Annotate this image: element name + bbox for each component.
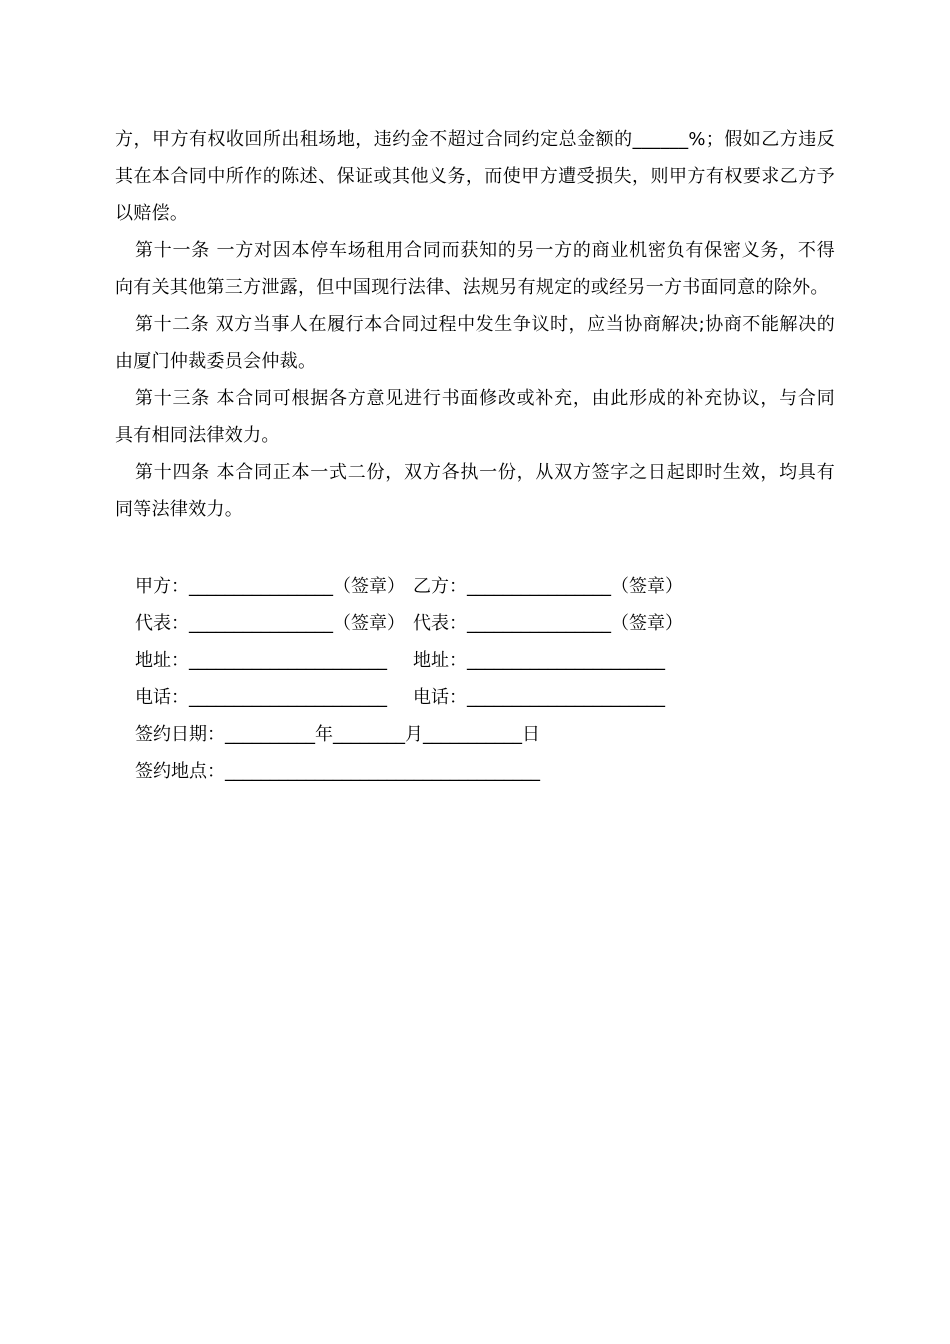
year-blank: __________ [225,724,315,745]
tel-a-field [135,679,413,716]
rep-a-seal-note: （签章） [333,613,405,634]
day-blank: ___________ [423,724,522,745]
rep-a-label: 代表： [135,613,189,634]
clause-13: 第十三条 本合同可根据各方意见进行书面修改或补充，由此形成的补充协议，与合同具有相同法律效力。 [115,388,835,446]
representative-row [135,605,683,642]
tel-b-field [413,679,665,716]
party-a-seal-note: （签章） [333,576,405,597]
party-b-blank: ________________ [467,576,611,597]
signing-date-label: 签约日期： [135,724,225,745]
party-b-seal-note: （签章） [611,576,683,597]
tel-b-label: 电话： [413,687,467,708]
day-unit: 日 [522,724,540,745]
tel-a-blank: ______________________ [189,687,387,708]
party-a-field [135,568,413,605]
rep-b-field [413,605,683,642]
addr-a-field [135,642,413,679]
signing-place-label: 签约地点： [135,761,225,782]
year-unit: 年 [315,724,333,745]
addr-b-blank: ______________________ [467,650,665,671]
addr-a-label: 地址： [135,650,189,671]
rep-b-seal-note: （签章） [611,613,683,634]
party-b-label: 乙方： [413,576,467,597]
clause-14: 第十四条 本合同正本一式二份，双方各执一份，从双方签字之日起即时生效，均具有同等法律效力。 [115,462,835,520]
signature-block [135,568,683,790]
party-b-field [413,568,683,605]
addr-a-blank: ______________________ [189,650,387,671]
tel-b-blank: ______________________ [467,687,665,708]
address-row [135,642,683,679]
month-unit: 月 [405,724,423,745]
clause-12: 第十二条 双方当事人在履行本合同过程中发生争议时，应当协商解决;协商不能解决的由厦门仲裁委员会仲裁。 [115,314,835,372]
rep-a-field [135,605,413,642]
party-a-blank: ________________ [189,576,333,597]
addr-b-field [413,642,665,679]
signing-date-row [135,716,683,753]
month-blank: ________ [333,724,405,745]
phone-row [135,679,683,716]
party-a-label: 甲方： [135,576,189,597]
signing-place-blank: ___________________________________ [225,761,540,782]
addr-b-label: 地址： [413,650,467,671]
party-row [135,568,683,605]
clause-11: 第十一条 一方对因本停车场租用合同而获知的另一方的商业机密负有保密义务，不得向有关其他第三方泄露，但中国现行法律、法规另有规定的或经另一方书面同意的除外。 [115,240,835,298]
rep-b-blank: ________________ [467,613,611,634]
rep-b-label: 代表： [413,613,467,634]
contract-body [115,121,835,528]
tel-a-label: 电话： [135,687,189,708]
signing-place-row [135,753,683,790]
rep-a-blank: ________________ [189,613,333,634]
clause-10-continuation: 方，甲方有权收回所出租场地，违约金不超过合同约定总金额的______%；假如乙方违反其在本合同中所作的陈述、保证或其他义务，而使甲方遭受损失，则甲方有权要求乙方予以赔偿。 [115,129,835,224]
